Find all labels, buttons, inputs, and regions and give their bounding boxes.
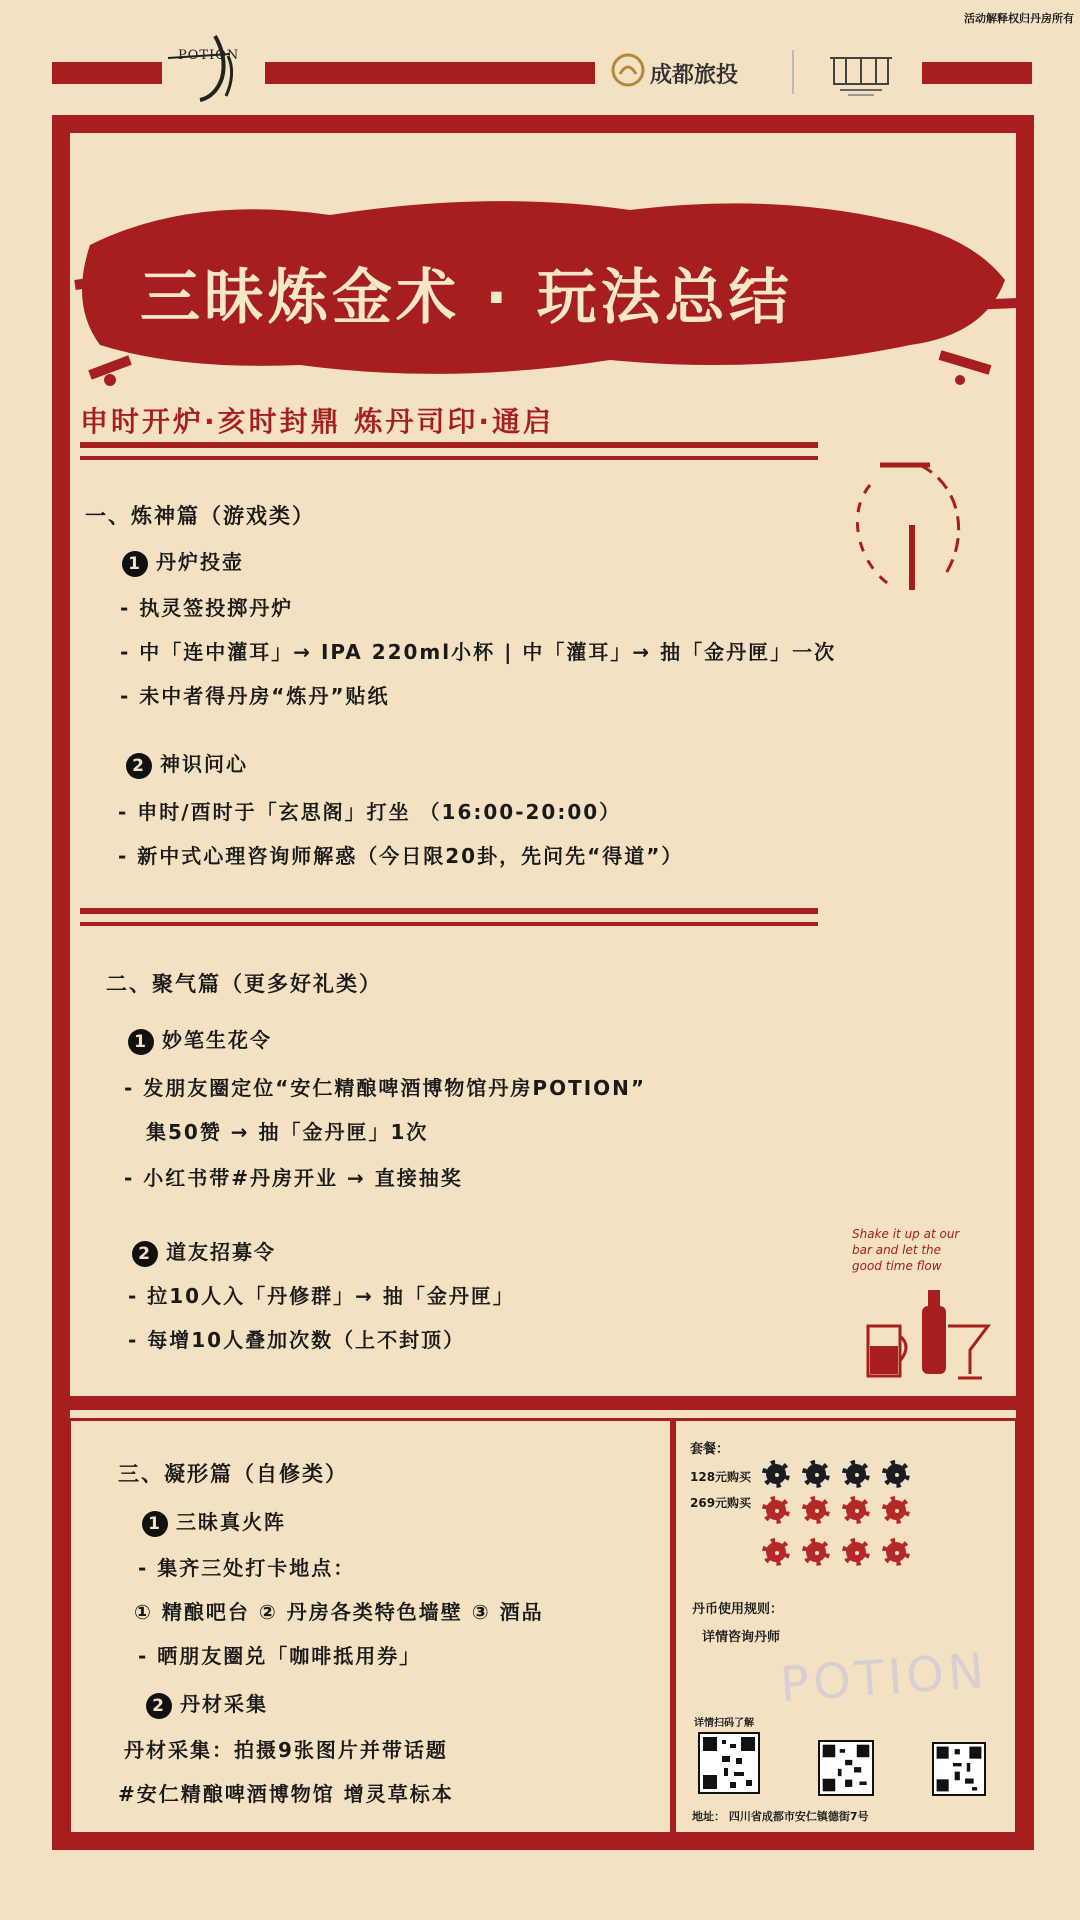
number-two-icon: 2 [132, 1241, 158, 1267]
token-chip-icon [802, 1460, 830, 1488]
potion-brush-mark [160, 28, 260, 103]
number-one-icon: 1 [122, 551, 148, 577]
list-item: - 执灵签投掷丹炉 [120, 596, 294, 620]
section2-item2-heading [132, 1236, 276, 1267]
section2-title: 二、聚气篇（更多好礼类） [106, 972, 382, 996]
list-item: - 拉10人入「丹修群」→ 抽「金丹匣」 [128, 1284, 515, 1308]
number-two-icon: 2 [126, 753, 152, 779]
qr-code[interactable] [818, 1740, 874, 1796]
token-chip-icon [762, 1460, 790, 1488]
list-item: - 新中式心理咨询师解惑（今日限20卦，先问先“得道”） [118, 844, 684, 868]
section3-item1-heading [142, 1506, 286, 1537]
header-bar-right [922, 62, 1032, 84]
token-chip-icon [842, 1538, 870, 1566]
qr-code[interactable] [932, 1742, 986, 1796]
price-269: 269元购买 [690, 1496, 752, 1510]
divider-line [80, 456, 818, 460]
list-item: - 集齐三处打卡地点： [138, 1556, 356, 1580]
beer-glass-icon [848, 1286, 1008, 1386]
museum-building-icon [826, 46, 896, 98]
qr-label: 详情扫码了解 [694, 1718, 754, 1729]
qr-code[interactable] [698, 1732, 760, 1794]
section1-item2-title: 神识问心 [160, 752, 248, 776]
section3-title: 三、凝形篇（自修类） [118, 1462, 348, 1486]
disclaimer-note: 活动解释权归丹房所有 [964, 12, 1074, 25]
package-label: 套餐： [690, 1442, 730, 1457]
number-one-icon: 1 [142, 1511, 168, 1537]
potion-logo [160, 28, 260, 103]
token-chip-icon [882, 1538, 910, 1566]
header-bar-middle [265, 62, 595, 84]
list-item: 丹材采集：拍摄9张图片并带话题 [124, 1738, 448, 1762]
list-item: ① 精酿吧台 ② 丹房各类特色墙壁 ③ 酒品 [134, 1600, 544, 1624]
token-chip-icon [842, 1460, 870, 1488]
coin-rules-title: 丹币使用规则： [692, 1602, 784, 1617]
list-item: - 未中者得丹房“炼丹”贴纸 [120, 684, 390, 708]
brand-name: 成都旅投 [650, 63, 739, 88]
section1-item1-title: 丹炉投壶 [156, 550, 244, 574]
list-item: 集50赞 → 抽「金丹匣」1次 [146, 1120, 429, 1144]
list-item: - 每增10人叠加次数（上不封顶） [128, 1328, 466, 1352]
list-item: - 发朋友圈定位“安仁精酿啤酒博物馆丹房POTION” [124, 1076, 647, 1100]
section3-item2-heading [146, 1688, 268, 1719]
list-item: - 中「连中灌耳」→ IPA 220ml小杯 | 中「灌耳」→ 抽「金丹匣」一次 [120, 640, 837, 664]
chengdu-lyt-icon [610, 52, 650, 92]
header-divider [792, 50, 794, 94]
potion-watermark: POTION [778, 1642, 990, 1714]
section2-item1-heading [128, 1024, 272, 1055]
divider-line [80, 908, 818, 914]
section1-title: 一、炼神篇（游戏类） [85, 504, 315, 528]
list-item: - 小红书带#丹房开业 → 直接抽奖 [124, 1166, 463, 1190]
page-title: 三昧炼金术 · 玩法总结 [140, 263, 793, 333]
potion-logo-text: POTION [178, 48, 240, 63]
section2-item1-title: 妙笔生花令 [162, 1028, 272, 1052]
section2-item2-title: 道友招募令 [166, 1240, 276, 1264]
token-chip-icon [762, 1496, 790, 1524]
token-chip-icon [762, 1538, 790, 1566]
divider-line [80, 922, 818, 926]
divider-line [80, 442, 818, 448]
token-chip-icon [842, 1496, 870, 1524]
address: 地址： 四川省成都市安仁镇德街7号 [692, 1810, 869, 1823]
header-bar-left [52, 62, 162, 84]
section3-item1-title: 三昧真火阵 [176, 1510, 286, 1534]
alchemy-doodle-icon [850, 455, 980, 595]
number-one-icon: 1 [128, 1029, 154, 1055]
lower-divider [60, 1396, 1026, 1410]
lower-vertical-divider [670, 1418, 676, 1838]
price-128: 128元购买 [690, 1470, 752, 1484]
token-chip-icon [882, 1496, 910, 1524]
list-item: - 晒朋友圈兑「咖啡抵用券」 [138, 1644, 422, 1668]
beer-doodle [848, 1226, 1008, 1386]
coin-rules-text: 详情咨询丹师 [702, 1630, 781, 1645]
token-chip-icon [802, 1538, 830, 1566]
token-chip-icon [802, 1496, 830, 1524]
list-item: #安仁精酿啤酒博物馆 增灵草标本 [118, 1782, 454, 1806]
list-item: - 申时/酉时于「玄思阁」打坐 （16:00-20:00） [118, 800, 622, 824]
section1-item2-heading [126, 748, 248, 779]
doodle-text: Shake it up at our bar and let the good time flow [852, 1227, 960, 1273]
section3-item2-title: 丹材采集 [180, 1692, 268, 1716]
section1-item1-heading [122, 546, 244, 577]
number-two-icon: 2 [146, 1693, 172, 1719]
token-chip-icon [882, 1460, 910, 1488]
subtitle: 申时开炉·亥时封鼎 炼丹司印·通启 [80, 405, 555, 438]
